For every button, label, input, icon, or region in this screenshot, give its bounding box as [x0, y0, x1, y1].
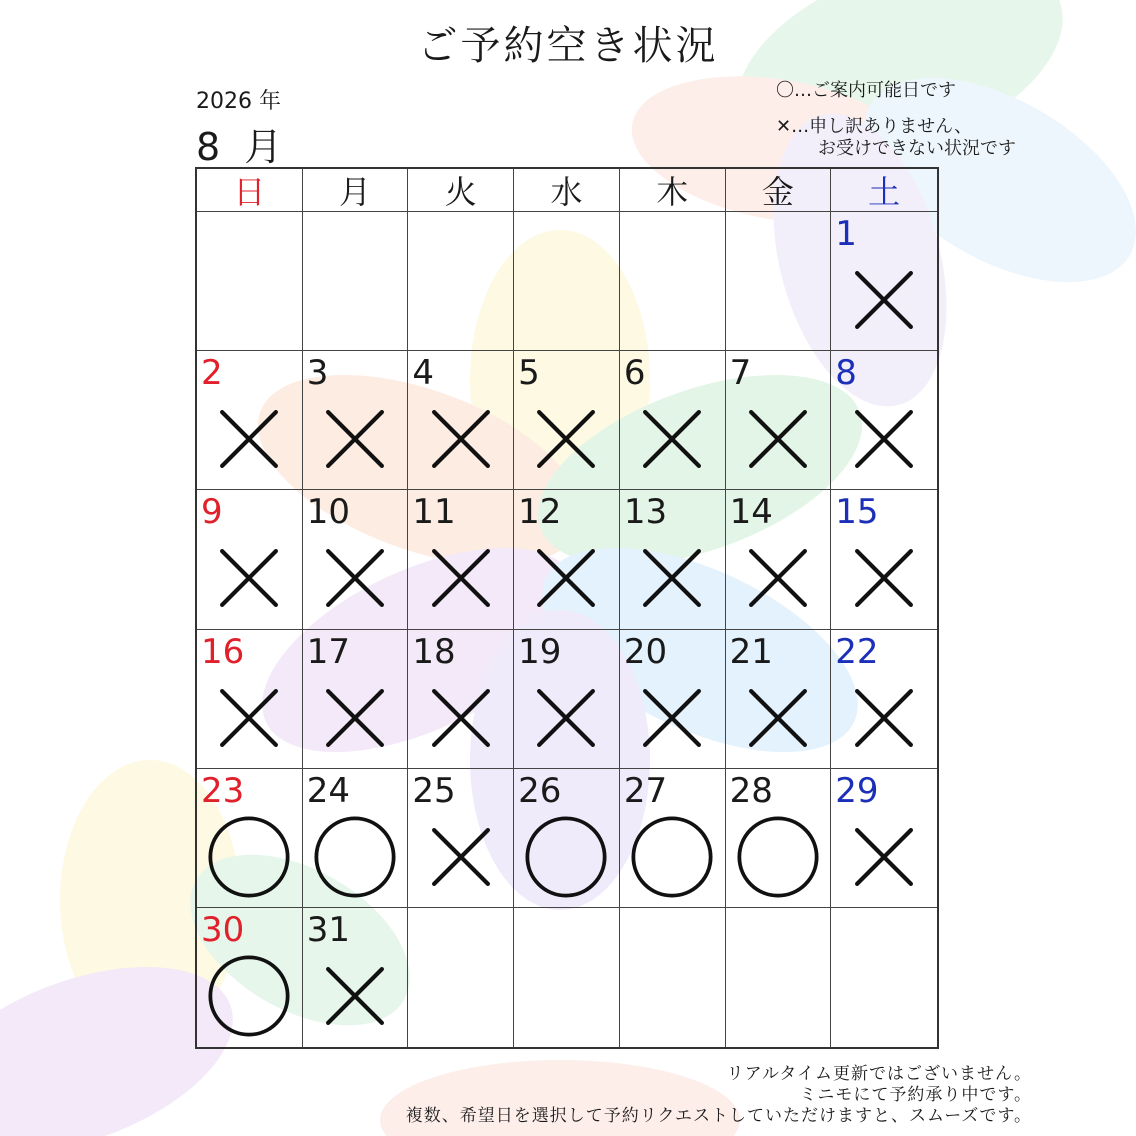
weekday-header: 日: [197, 169, 303, 212]
unavailable-cross-icon: [419, 676, 503, 760]
calendar-day-cell: [831, 769, 937, 908]
weekday-header: 土: [831, 169, 937, 212]
available-circle-icon: [736, 815, 820, 899]
calendar-day-cell: [303, 630, 409, 769]
day-number: 24: [306, 770, 350, 811]
day-number: 27: [623, 770, 668, 811]
calendar-empty-cell: [620, 212, 726, 351]
calendar-empty-cell: [197, 212, 303, 351]
calendar-day-cell: [620, 769, 726, 908]
calendar-day-cell: [408, 490, 514, 629]
day-number: 12: [518, 492, 562, 533]
unavailable-cross-icon: [419, 536, 503, 620]
unavailable-cross-icon: [842, 676, 926, 760]
day-number: 30: [201, 909, 245, 950]
calendar-day-cell: [514, 351, 620, 490]
calendar-day-cell: [726, 351, 832, 490]
unavailable-cross-icon: [524, 536, 608, 620]
day-number: 7: [729, 353, 752, 394]
footer-line-1: リアルタイム更新ではございません。: [726, 1064, 1032, 1084]
calendar-day-cell: [620, 351, 726, 490]
unavailable-cross-icon: [419, 397, 503, 481]
footer-line-3: 複数、希望日を選択して予約リクエストしていただけますと、スムーズです。: [405, 1106, 1032, 1126]
unavailable-cross-icon: [524, 397, 608, 481]
unavailable-cross-icon: [207, 536, 291, 620]
weekday-header: 金: [726, 169, 832, 212]
calendar-day-cell: [303, 769, 409, 908]
calendar-day-cell: [831, 630, 937, 769]
available-circle-icon: [207, 954, 291, 1038]
day-number: 19: [518, 631, 562, 672]
day-number: 15: [835, 492, 879, 533]
month-label: 8 月: [196, 125, 289, 169]
unavailable-cross-icon: [630, 536, 714, 620]
unavailable-cross-icon: [842, 258, 926, 342]
legend: [776, 80, 1016, 160]
calendar-empty-cell: [514, 212, 620, 351]
calendar-empty-cell: [726, 908, 832, 1047]
weekday-header: 木: [620, 169, 726, 212]
unavailable-cross-icon: [630, 397, 714, 481]
calendar-grid: [195, 167, 939, 1049]
calendar-day-cell: [197, 490, 303, 629]
calendar-day-cell: [197, 769, 303, 908]
available-circle-icon: [630, 815, 714, 899]
calendar-day-cell: [620, 490, 726, 629]
calendar-day-cell: [726, 769, 832, 908]
calendar-day-cell: [620, 630, 726, 769]
day-number: 28: [729, 770, 773, 811]
day-number: 17: [306, 631, 350, 672]
legend-unavailable-line1: ✕…申し訳ありません、: [776, 116, 973, 137]
day-number: 4: [412, 353, 435, 394]
day-number: 14: [729, 492, 773, 533]
unavailable-cross-icon: [419, 815, 503, 899]
calendar-empty-cell: [514, 908, 620, 1047]
calendar-day-cell: [303, 908, 409, 1047]
day-number: 1: [835, 214, 857, 254]
calendar-day-cell: [303, 351, 409, 490]
calendar-day-cell: [726, 630, 832, 769]
unavailable-cross-icon: [313, 954, 397, 1038]
calendar-empty-cell: [408, 212, 514, 351]
unavailable-cross-icon: [842, 815, 926, 899]
day-number: 16: [201, 631, 245, 672]
day-number: 21: [729, 631, 773, 672]
calendar-day-cell: [726, 490, 832, 629]
legend-available: 〇…ご案内可能日です: [776, 80, 956, 101]
calendar-day-cell: [408, 630, 514, 769]
calendar-empty-cell: [726, 212, 832, 351]
day-number: 9: [201, 492, 223, 533]
calendar-day-cell: [197, 908, 303, 1047]
calendar-day-cell: [197, 351, 303, 490]
calendar-day-cell: [408, 351, 514, 490]
unavailable-cross-icon: [313, 397, 397, 481]
day-number: 22: [835, 631, 879, 672]
footer-line-2: ミニモにて予約承り中です。: [799, 1085, 1032, 1105]
weekday-header: 火: [408, 169, 514, 212]
calendar-day-cell: [197, 630, 303, 769]
calendar-empty-cell: [408, 908, 514, 1047]
day-number: 25: [412, 770, 456, 811]
day-number: 29: [835, 770, 879, 811]
calendar-day-cell: [514, 769, 620, 908]
day-number: 11: [412, 492, 456, 533]
day-number: 5: [518, 353, 540, 394]
day-number: 2: [201, 353, 223, 394]
calendar-day-cell: [303, 490, 409, 629]
day-number: 10: [306, 492, 350, 533]
unavailable-cross-icon: [630, 676, 714, 760]
day-number: 8: [835, 353, 857, 394]
year-label: 2026 年: [196, 89, 281, 114]
page-title: ご予約空き状況: [417, 23, 719, 69]
unavailable-cross-icon: [524, 676, 608, 760]
unavailable-cross-icon: [842, 397, 926, 481]
unavailable-cross-icon: [842, 536, 926, 620]
weekday-header: 水: [514, 169, 620, 212]
day-number: 13: [623, 492, 668, 533]
calendar-day-cell: [514, 490, 620, 629]
day-number: 26: [518, 770, 562, 811]
day-number: 6: [623, 353, 646, 394]
unavailable-cross-icon: [207, 397, 291, 481]
calendar-empty-cell: [303, 212, 409, 351]
day-number: 18: [412, 631, 456, 672]
unavailable-cross-icon: [313, 676, 397, 760]
calendar-day-cell: [514, 630, 620, 769]
day-number: 31: [306, 909, 350, 950]
available-circle-icon: [313, 815, 397, 899]
calendar-day-cell: [831, 490, 937, 629]
unavailable-cross-icon: [207, 676, 291, 760]
calendar-empty-cell: [620, 908, 726, 1047]
available-circle-icon: [524, 815, 608, 899]
calendar-day-cell: [831, 212, 937, 351]
calendar-day-cell: [831, 351, 937, 490]
weekday-header: 月: [303, 169, 409, 212]
unavailable-cross-icon: [313, 536, 397, 620]
day-number: 3: [306, 353, 329, 394]
day-number: 20: [623, 631, 668, 672]
unavailable-cross-icon: [736, 676, 820, 760]
unavailable-cross-icon: [736, 397, 820, 481]
available-circle-icon: [207, 815, 291, 899]
legend-unavailable-line2: お受けできない状況です: [818, 138, 1016, 159]
calendar-empty-cell: [831, 908, 937, 1047]
unavailable-cross-icon: [736, 536, 820, 620]
calendar-day-cell: [408, 769, 514, 908]
footer-notes: [406, 1064, 1032, 1127]
day-number: 23: [201, 770, 245, 811]
